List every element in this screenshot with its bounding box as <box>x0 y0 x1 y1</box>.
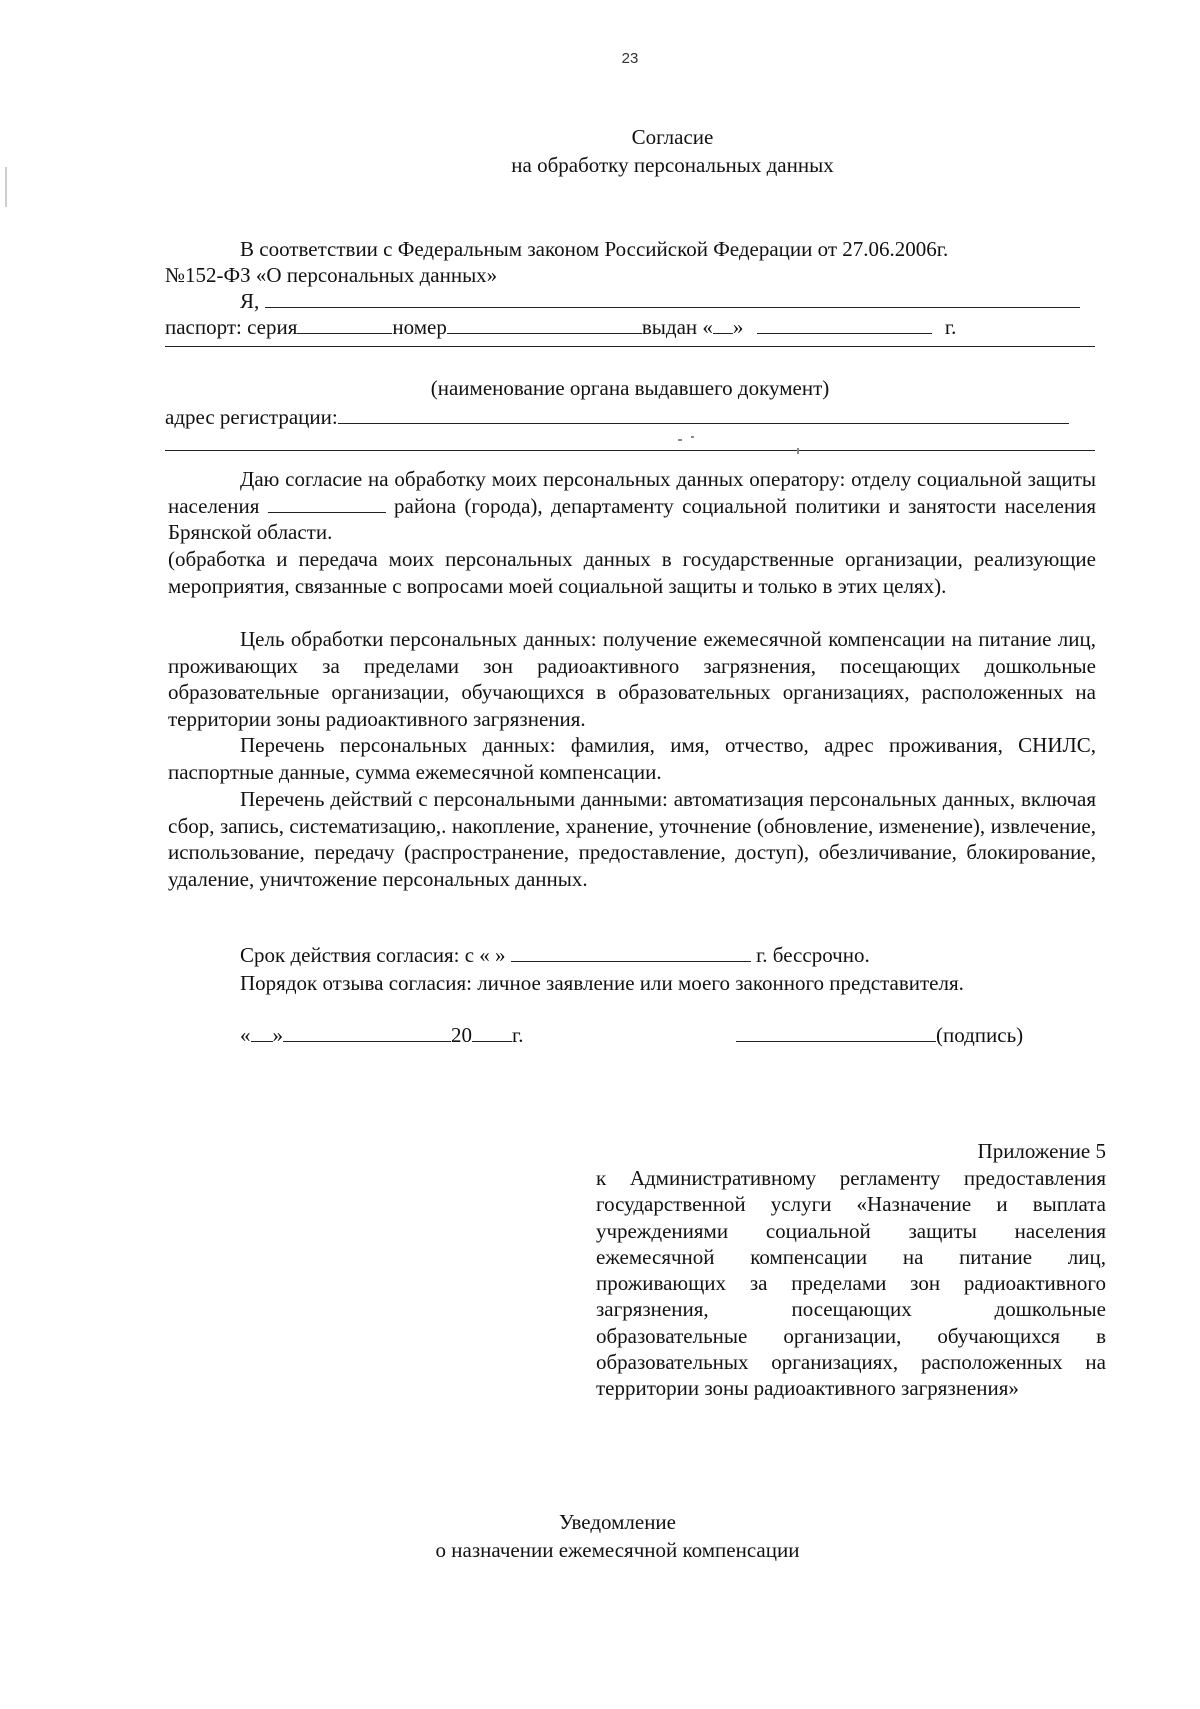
address-field-continued[interactable] <box>165 450 1095 451</box>
purpose-paragraph: Цель обработки персональных данных: получение ежемесячной компенсации на питание лиц, проживающих за пределами зон радиоактивного загрязнения, посещающих дошкольные образовательные организации, обучающихся в образовательных организациях, расположенных на территории зоны радиоактивного загрязнения. <box>168 627 1096 731</box>
issued-date-field[interactable] <box>757 314 932 334</box>
data-list-paragraph: Перечень персональных данных: фамилия, имя, отчество, адрес проживания, СНИЛС, паспортные данные, сумма ежемесячной компенсации. <box>168 733 1096 784</box>
i-label: Я, <box>240 289 260 313</box>
notice-title: Уведомление <box>558 1510 676 1534</box>
passport-series-field[interactable] <box>297 314 392 334</box>
processing-paragraph: (обработка и передача моих персональных данных в государственные организации, реализующие мероприятия, связанные с вопросами моей социальной защиты и только в этих целях). <box>168 547 1096 598</box>
issued-close-quote: » <box>732 315 744 339</box>
consent-paragraph-text-b: района (города), департаменту социальной политики и занятости населения Брянской области. <box>168 493 1096 544</box>
scan-speck <box>797 448 799 454</box>
notice-subtitle: о назначении ежемесячной компенсации <box>435 1538 800 1562</box>
date-century: 20 <box>451 1023 472 1047</box>
date-close-quote: » <box>272 1023 283 1047</box>
issuer-caption: (наименование органа выдавшего документ) <box>430 376 830 400</box>
passport-number-field[interactable] <box>447 314 642 334</box>
term-label: Срок действия согласия: с « » <box>240 943 506 967</box>
issuer-field[interactable] <box>165 346 1095 347</box>
term-row <box>240 942 1100 968</box>
consent-title: Согласие <box>631 125 714 149</box>
date-open-quote: « <box>240 1023 251 1047</box>
issued-year-suffix: г. <box>944 315 957 339</box>
address-label: адрес регистрации: <box>165 405 338 429</box>
consent-subtitle: на обработку персональных данных <box>511 153 834 177</box>
passport-number-label: номер <box>392 315 447 339</box>
consent-paragraph <box>168 466 1096 546</box>
annex-title: Приложение 5 <box>977 1139 1106 1163</box>
term-suffix: г. бессрочно. <box>756 943 870 967</box>
date-year-field[interactable] <box>472 1022 512 1042</box>
law-reference-line2: №152-ФЗ «О персональных данных» <box>165 263 498 287</box>
revocation-line: Порядок отзыва согласия: личное заявление или моего законного представителя. <box>240 971 964 995</box>
scan-speck <box>678 439 682 441</box>
consent-paragraph-text-a: Даю согласие на обработку моих персональных данных оператору: отделу социальной защиты населения <box>168 467 1096 518</box>
address-row <box>165 404 1095 430</box>
date-month-field[interactable] <box>283 1022 451 1042</box>
signature-label: (подпись) <box>936 1023 1024 1047</box>
annex-text: к Административному регламенту предоставления государственной услуги «Назначение и выплата учреждениями социальной защиты населения ежемесячной компенсации на питание лиц, проживающих за пределами зон радиоактивного загрязнения, посещающих дошкольные образовательные организации, обучающихся в образовательных организациях, расположенных на территории зоны радиоактивного загрязнения» <box>596 1166 1106 1401</box>
signature-row <box>736 1022 1066 1048</box>
address-field[interactable] <box>338 404 1069 424</box>
term-date-field[interactable] <box>511 942 751 962</box>
date-day-field[interactable] <box>251 1022 273 1042</box>
passport-series-label: паспорт: серия <box>165 315 298 339</box>
signature-field[interactable] <box>736 1022 936 1042</box>
actions-paragraph: Перечень действий с персональными данными: автоматизация персональных данных, включая сбор, запись, систематизацию,. накопление, хранение, уточнение (обновление, изменение), извлечение, использование, передачу (распространение, предоставление, доступ), обезличивание, блокирование, удаление, уничтожение персональных данных. <box>168 787 1096 891</box>
law-reference-line1: В соответствии с Федеральным законом Российской Федерации от 27.06.2006г. <box>240 237 949 261</box>
fullname-row <box>240 288 1100 314</box>
district-field[interactable] <box>268 493 386 513</box>
date-year-suffix: г. <box>512 1023 524 1047</box>
fullname-field[interactable] <box>265 288 1080 308</box>
page-number: 23 <box>621 50 639 67</box>
issued-day-field[interactable] <box>713 314 733 334</box>
scan-speck <box>691 436 694 438</box>
passport-row <box>165 314 1095 340</box>
issued-label: выдан « <box>641 315 713 339</box>
date-row <box>240 1022 640 1048</box>
